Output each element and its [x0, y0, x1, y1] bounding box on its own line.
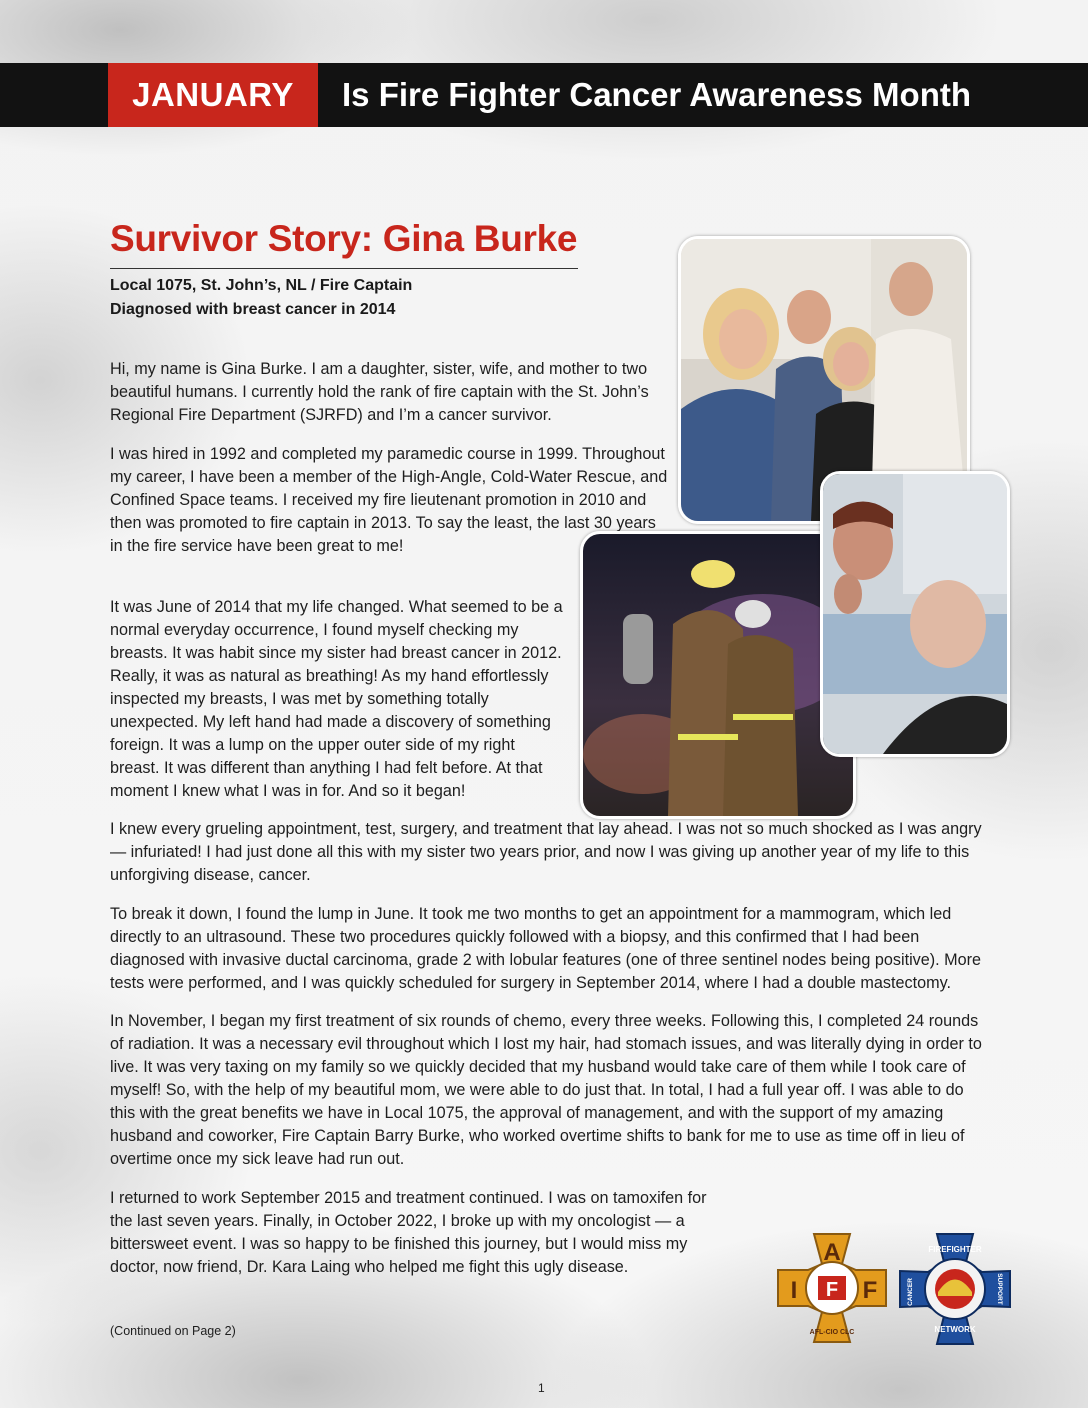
article-subtitle-role: Local 1075, St. John’s, NL / Fire Captain: [110, 277, 413, 294]
paragraph-reaction-text: I knew every grueling appointment, test, surgery, and treatment that lay ahead. I was not so much shocked as I was angry — infuriated! I had just done all this with my sister two years prior, and now I was giving up another year of my life to this unforgiving disease, cancer.: [110, 820, 982, 884]
iaff-letter-a: A: [823, 1239, 841, 1266]
banner-month: JANUARY: [108, 63, 318, 127]
iaff-ring-text: AFL-CIO CLC: [809, 1329, 855, 1336]
paragraph-diagnosis: To break it down, I found the lump in June. It took me two months to get an appointment for a mammogram, which led directly to an ultrasound. These two procedures quickly followed with a biopsy, and this confirmed that I had been diagnosed with invasive ductal carcinoma, grade 2 with lobular features (one of three sentinel nodes being positive). More tests were performed, and I was quickly scheduled for surgery in September 2014, where I had a double mastectomy.: [110, 905, 982, 992]
paragraph-reaction: [110, 818, 990, 887]
title-divider: [110, 268, 578, 269]
header-banner: [0, 63, 1088, 127]
iaff-letter-f-center: F: [825, 1279, 839, 1301]
paragraph-discovery: It was June of 2014 that my life changed. What seemed to be a normal everyday occurrence, I found myself checking my breasts. It was habit since my sister had breast cancer in 2012. Really, it was as natural as breathing! As my hand effortlessly inspected my breasts, I was met by something totally unexpected. My left hand had made a discovery of something foreign. It was a lump on the upper outer side of my right breast. It was different than anything I had felt before. At that moment I knew what I was in for. And so it began!: [110, 598, 563, 800]
fcsn-logo: [898, 1232, 1012, 1346]
page-number: 1: [538, 1381, 545, 1395]
fcsn-ring-top: FIREFIGHTER: [928, 1245, 982, 1254]
article-title: Survivor Story: Gina Burke: [110, 218, 578, 259]
iaff-letter-i: I: [790, 1277, 798, 1304]
continued-note: (Continued on Page 2): [110, 1324, 236, 1338]
fcsn-ring-bottom: NETWORK: [934, 1325, 976, 1334]
paragraph-career: I was hired in 1992 and completed my paramedic course in 1999. Throughout my career, I have been a member of the High-Angle, Cold-Water Rescue, and Confined Space teams. I received my fire lieutenant promotion in 2010 and then was promoted to fire captain in 2013. To say the least, the last 30 years in the fire service have been great to me!: [110, 445, 668, 555]
fcsn-ring-left: CANCER: [907, 1278, 914, 1306]
paragraph-treatment: In November, I began my first treatment of six rounds of chemo, every three weeks. Following this, I completed 24 rounds of radiation. It was a necessary evil throughout which I lost my hair, had stomach issues, and was literally dying in order to live. It was very taxing on my family so we quickly decided that my husband would take care of them while I took care of myself! So, with the help of my beautiful mom, we were able to do just that. In total, I had a full year off. I was able to do this with the great benefits we have in Local 1075, the approval of management, and with the support of my amazing husband and coworker, Fire Captain Barry Burke, who worked overtime shifts to bank for me to use as time off in lieu of overtime once my sick leave had run out.: [110, 1012, 982, 1168]
paragraph-return: I returned to work September 2015 and treatment continued. I was on tamoxifen for the last seven years. Finally, in October 2022, I broke up with my oncologist — a bittersweet event. I was so happy to be finished this journey, but I would miss my doctor, now friend, Dr. Kara Laing who helped me fight this ugly disease.: [110, 1189, 707, 1276]
iaff-letter-f-right: F: [862, 1277, 878, 1304]
iaff-logo: [776, 1232, 888, 1344]
firefighters-photo: [580, 531, 856, 819]
fcsn-ring-right: SUPPORT: [996, 1273, 1003, 1305]
banner-headline: Is Fire Fighter Cancer Awareness Month: [342, 76, 971, 113]
hospital-selfie-photo: [820, 471, 1010, 757]
paragraph-intro: Hi, my name is Gina Burke. I am a daughter, sister, wife, and mother to two beautiful humans. I currently hold the rank of fire captain with the St. John’s Regional Fire Department (SJRFD) and I’m a cancer survivor.: [110, 360, 649, 424]
article-subtitle-diagnosis: Diagnosed with breast cancer in 2014: [110, 301, 396, 318]
